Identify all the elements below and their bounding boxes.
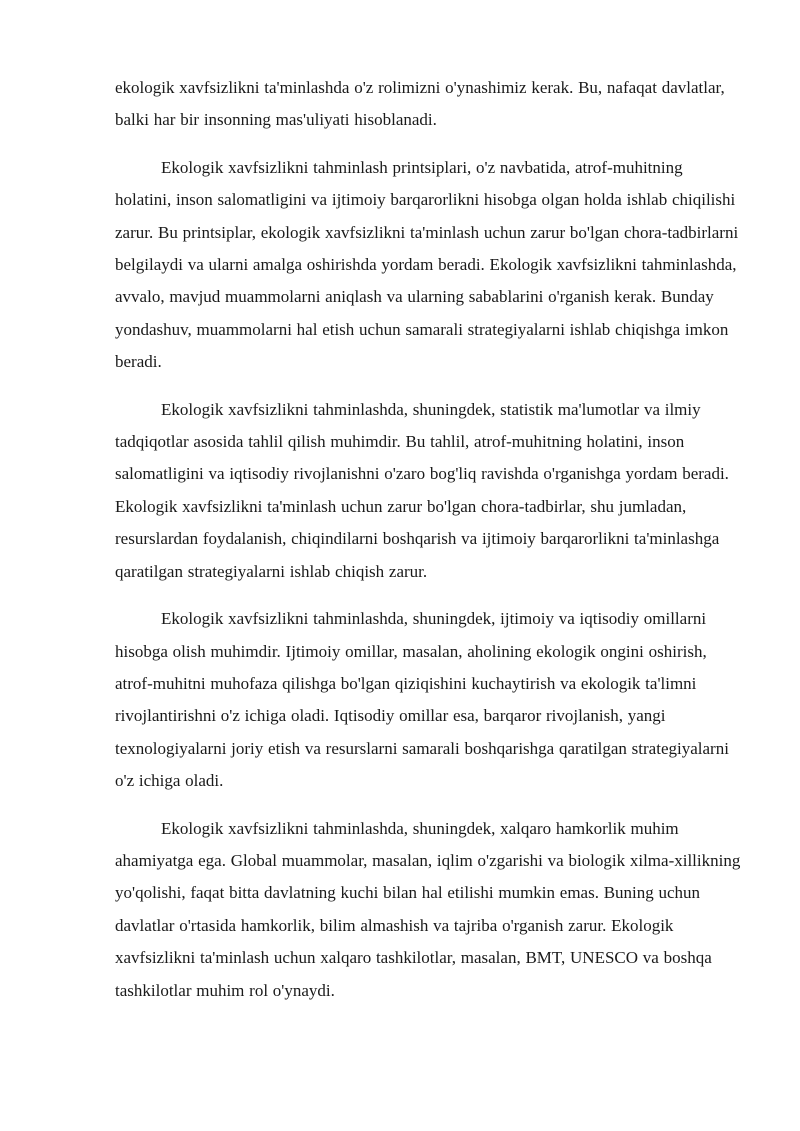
paragraph-principles: Ekologik xavfsizlikni tahminlash printsiplari, o'z navbatida, atrof-muhitning holatini, inson salomatligini va ijtimoiy barqarorlikni hisobga olgan holda ishlab chiqilishi zarur. Bu printsiplar, ekologik xavfsizlikni ta'minlash uchun zarur bo'lgan chora-tadbirlarni belgilaydi va ularni amalga oshirishda yordam beradi. Ekologik xavfsizlikni tahminlashda, avvalo, mavjud muammolarni aniqlash va ularning sabablarini o'rganish kerak. Bunday yondashuv, muammolarni hal etish uchun samarali strategiyalarni ishlab chiqishga imkon beradi. (115, 157, 739, 372)
paragraph-social-economic: Ekologik xavfsizlikni tahminlashda, shuningdek, ijtimoiy va iqtisodiy omillarni hisobga olish muhimdir. Ijtimoiy omillar, masalan, aholining ekologik ongini oshirish, atrof-muhitni muhofaza qilishga bo'lgan qiziqishini kuchaytirish va ekologik ta'limni rivojlantirishni o'z ichiga oladi. Iqtisodiy omillar esa, barqaror rivojlanish, yangi texnologiyalarni joriy etish va resurslarni samarali boshqarishga qaratilgan strategiyalarni o'z ichiga oladi. (115, 609, 729, 791)
paragraph-international: Ekologik xavfsizlikni tahminlashda, shuningdek, xalqaro hamkorlik muhim ahamiyatga ega. Global muammolar, masalan, iqlim o'zgarishi va biologik xilma-xillikning yo'qolishi, faqat bitta davlatning kuchi bilan hal etilishi mumkin emas. Buning uchun davlatlar o'rtasida hamkorlik, bilim almashish va tajriba o'rganish zarur. Ekologik xavfsizlikni ta'minlash uchun xalqaro tashkilotlar, masalan, BMT, UNESCO va boshqa tashkilotlar muhim rol o'ynaydi. (115, 818, 741, 1000)
paragraph-analysis: Ekologik xavfsizlikni tahminlashda, shuningdek, statistik ma'lumotlar va ilmiy tadqiqotlar asosida tahlil qilish muhimdir. Bu tahlil, atrof-muhitning holatini, inson salomatligini va iqtisodiy rivojlanishni o'zaro bog'liq ravishda o'rganishga yordam beradi. Ekologik xavfsizlikni ta'minlash uchun zarur bo'lgan chora-tadbirlar, shu jumladan, resurslardan foydalanish, chiqindilarni boshqarish va ijtimoiy barqarorlikni ta'minlashga qaratilgan strategiyalarni ishlab chiqish zarur. (115, 399, 729, 581)
paragraph-continuation: ekologik xavfsizlikni ta'minlashda o'z rolimizni o'ynashimiz kerak. Bu, nafaqat davlatlar, balki har bir insonning mas'uliyati hisoblanadi. (115, 78, 725, 130)
